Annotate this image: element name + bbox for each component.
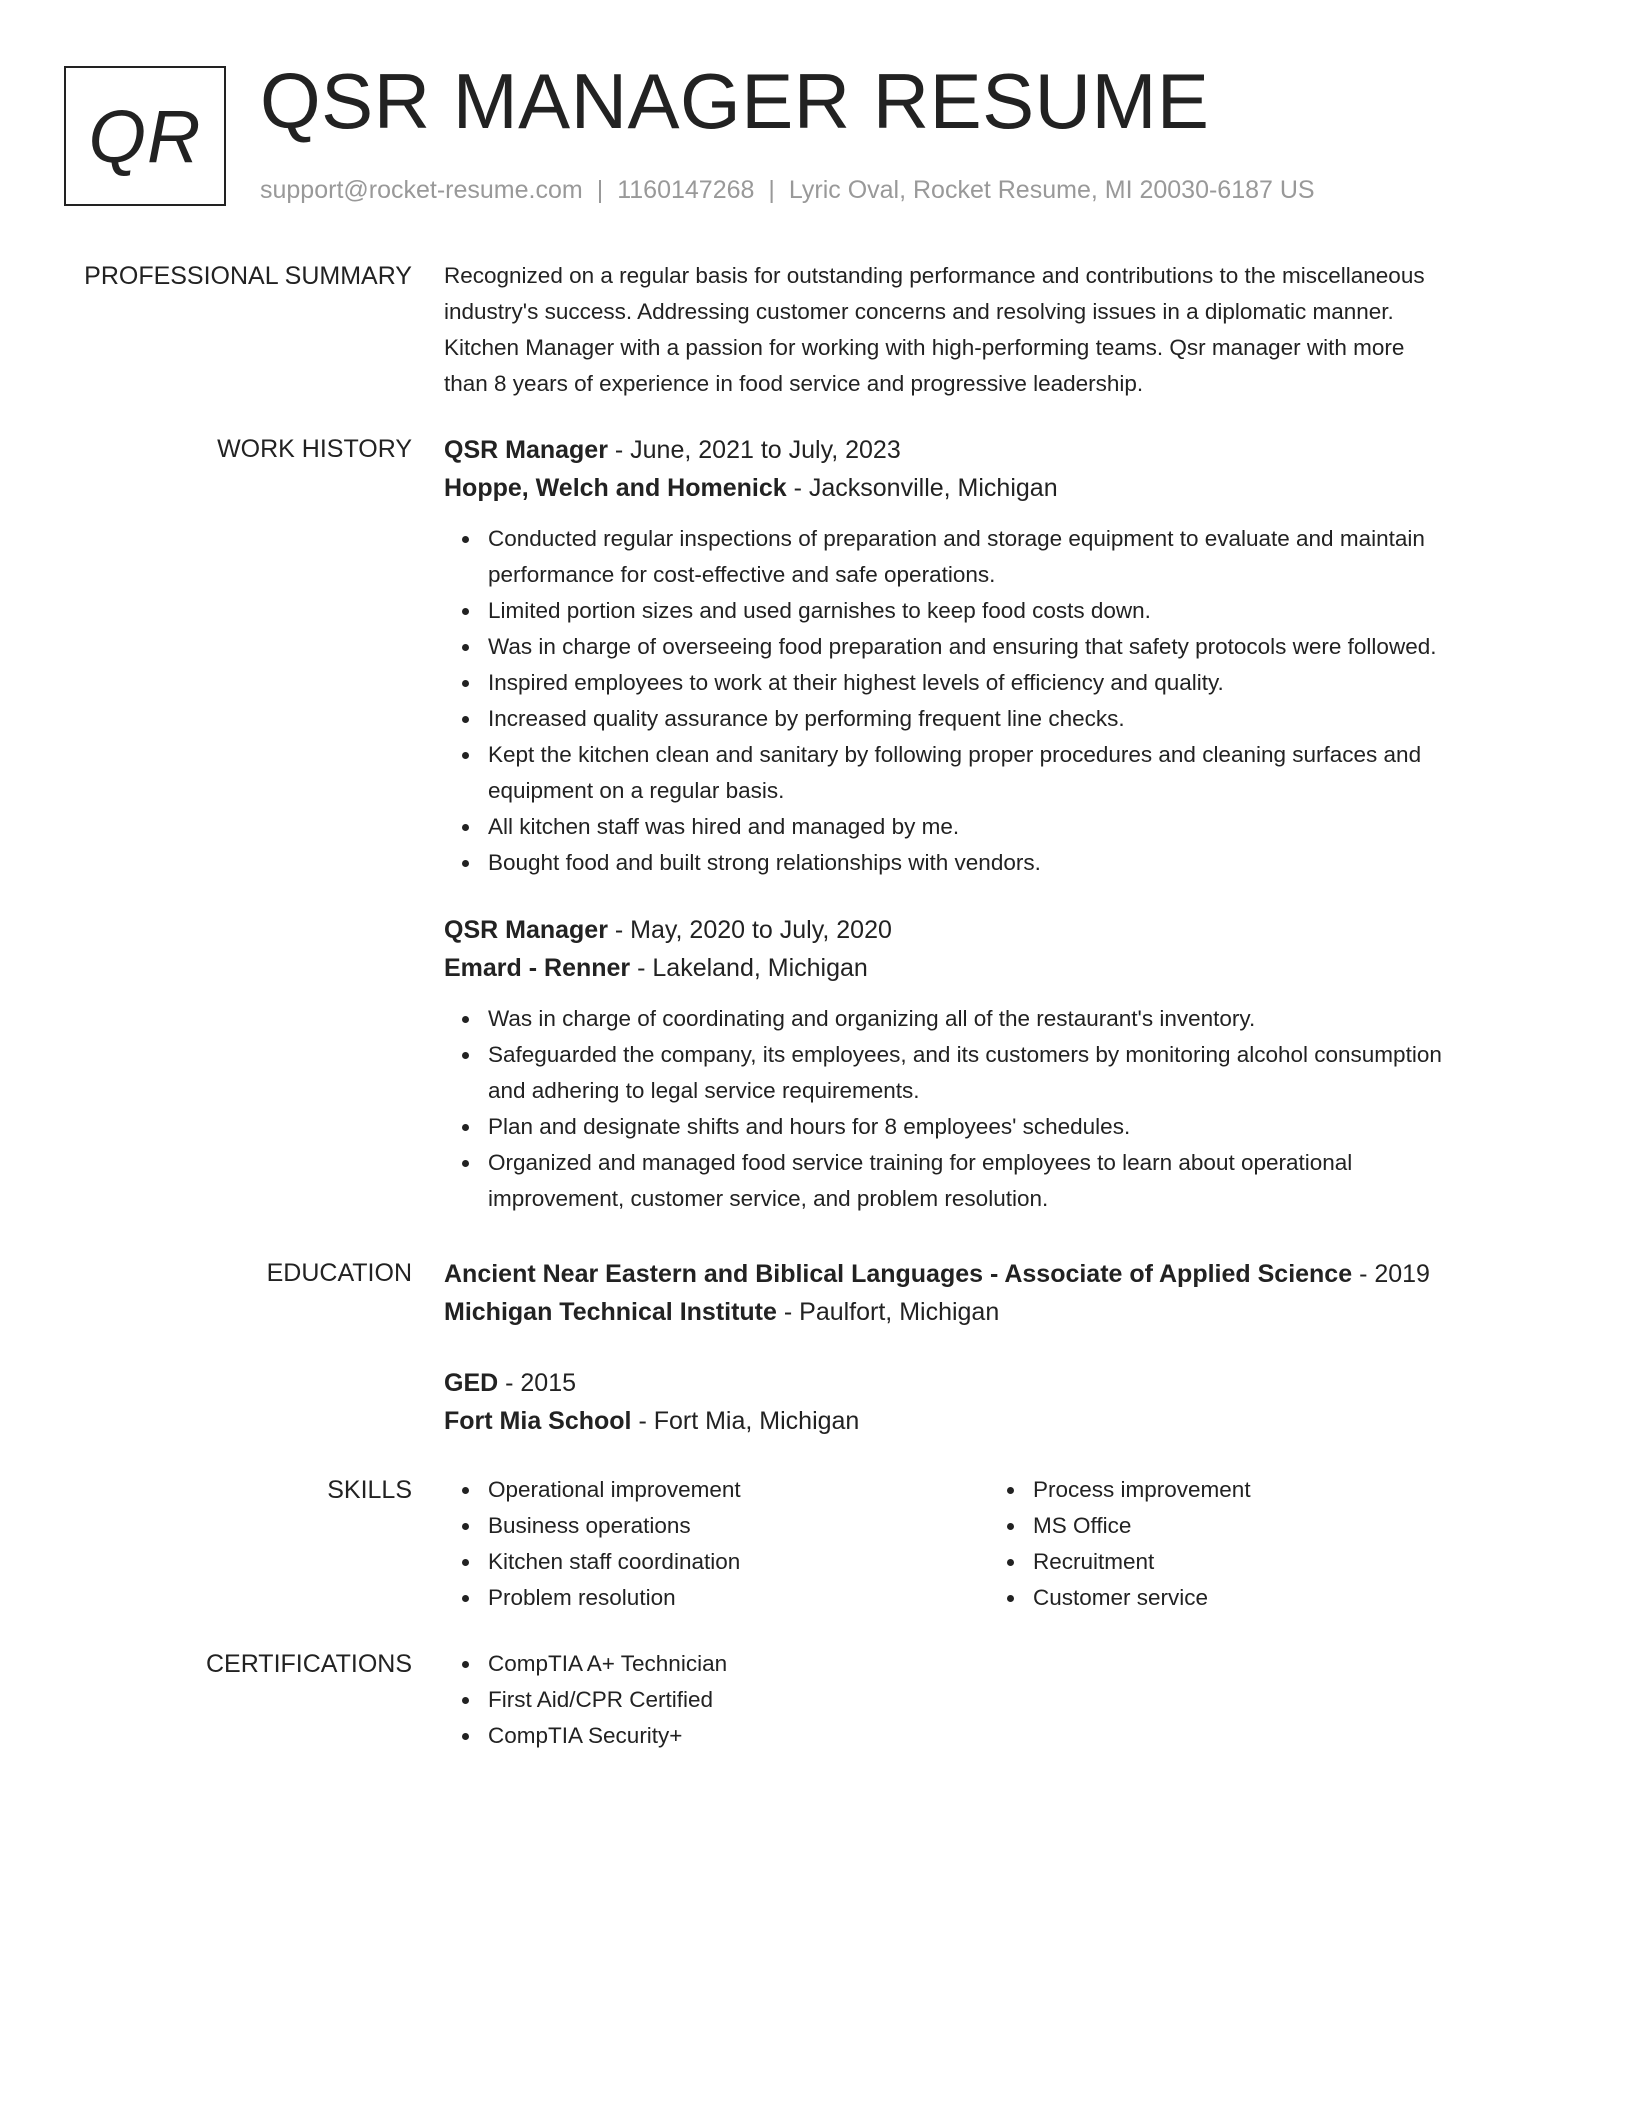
list-item (488, 1145, 1544, 1217)
list-item (488, 665, 1544, 701)
summary-body (444, 258, 1544, 402)
duty-line: Was in charge of coordinating and organizing all of the restaurant's inventory. (488, 1006, 1256, 1031)
section-label-education: EDUCATION (266, 1259, 412, 1287)
list-item: Customer service (1033, 1580, 1251, 1616)
job-title: QSR Manager (444, 436, 608, 464)
duty-line: Organized and managed food service training for employees to learn about operational (488, 1150, 1353, 1175)
list-item (488, 809, 1544, 845)
job-duties-list (444, 1001, 1544, 1217)
contact-phone: 1160147268 (617, 176, 755, 204)
degree-name: Ancient Near Eastern and Biblical Languages - Associate of Applied Science (444, 1260, 1353, 1288)
education-body (444, 1255, 1544, 1440)
duty-line: All kitchen staff was hired and managed by me. (488, 814, 960, 839)
monogram-box (64, 66, 226, 206)
job-location: - Lakeland, Michigan (630, 954, 868, 982)
duty-line: Kept the kitchen clean and sanitary by following proper procedures and cleaning surfaces and (488, 742, 1422, 767)
list-item: Recruitment (1033, 1544, 1251, 1580)
skills-list-right (989, 1472, 1251, 1616)
section-label-certifications: CERTIFICATIONS (205, 1650, 412, 1678)
job-company-line (444, 949, 1544, 987)
contact-address: Lyric Oval, Rocket Resume, MI 20030-6187 US (788, 176, 1315, 204)
resume-title: QSR MANAGER RESUME (260, 57, 1210, 145)
degree-line (444, 1364, 1544, 1402)
education-entry (444, 1255, 1544, 1331)
list-item (488, 701, 1544, 737)
degree-name: GED (444, 1369, 499, 1397)
duty-line: Increased quality assurance by performing frequent line checks. (488, 706, 1125, 731)
certifications-list (444, 1646, 1544, 1754)
list-item: Process improvement (1033, 1472, 1251, 1508)
list-item: CompTIA A+ Technician (488, 1646, 1544, 1682)
job-company: Emard - Renner (444, 954, 631, 982)
job-entry (444, 431, 1544, 881)
job-dates: - May, 2020 to July, 2020 (607, 916, 892, 944)
degree-line (444, 1255, 1544, 1293)
list-item (488, 1001, 1544, 1037)
summary-line: than 8 years of experience in food service and progressive leadership. (444, 371, 1144, 396)
degree-year: - 2015 (498, 1369, 577, 1397)
list-item: Problem resolution (488, 1580, 741, 1616)
work-history-body (444, 431, 1544, 1217)
job-title-line (444, 911, 1544, 949)
summary-line: Kitchen Manager with a passion for working with high-performing teams. Qsr manager with more (444, 335, 1405, 360)
contact-separator: | (596, 176, 604, 204)
duty-line: Conducted regular inspections of preparation and storage equipment to evaluate and maintain (488, 526, 1425, 551)
degree-year: - 2019 (1352, 1260, 1430, 1288)
school-name: Michigan Technical Institute (444, 1298, 777, 1326)
job-title-line (444, 431, 1544, 469)
section-label-summary: PROFESSIONAL SUMMARY (84, 262, 412, 290)
list-item: Operational improvement (488, 1472, 741, 1508)
duty-line: Was in charge of overseeing food preparation and ensuring that safety protocols were followed. (488, 634, 1437, 659)
section-label-work-history: WORK HISTORY (217, 435, 412, 463)
education-entry (444, 1364, 1544, 1440)
job-dates: - June, 2021 to July, 2023 (607, 436, 901, 464)
summary-text (444, 258, 1544, 402)
duty-line: and adhering to legal service requirements. (488, 1078, 920, 1103)
duty-line: Limited portion sizes and used garnishes to keep food costs down. (488, 598, 1151, 623)
summary-line: industry's success. Addressing customer concerns and resolving issues in a diplomatic manner. (444, 299, 1394, 324)
section-label-skills: SKILLS (327, 1476, 412, 1504)
duty-line: Inspired employees to work at their highest levels of efficiency and quality. (488, 670, 1224, 695)
list-item (488, 845, 1544, 881)
list-item (488, 521, 1544, 593)
school-name: Fort Mia School (444, 1407, 632, 1435)
duty-line: improvement, customer service, and problem resolution. (488, 1186, 1049, 1211)
job-title: QSR Manager (444, 916, 608, 944)
list-item: CompTIA Security+ (488, 1718, 1544, 1754)
list-item: First Aid/CPR Certified (488, 1682, 1544, 1718)
list-item: MS Office (1033, 1508, 1251, 1544)
list-item: Kitchen staff coordination (488, 1544, 741, 1580)
job-entry (444, 911, 1544, 1217)
monogram-initials: QR (88, 94, 202, 178)
school-line (444, 1402, 1544, 1440)
school-line (444, 1293, 1544, 1331)
job-company-line (444, 469, 1544, 507)
school-location: - Fort Mia, Michigan (631, 1407, 860, 1435)
duty-line: equipment on a regular basis. (488, 778, 785, 803)
duty-line: Safeguarded the company, its employees, and its customers by monitoring alcohol consumption (488, 1042, 1442, 1067)
list-item (488, 1037, 1544, 1109)
list-item (488, 1109, 1544, 1145)
summary-line: Recognized on a regular basis for outstanding performance and contributions to the miscellaneous (444, 263, 1425, 288)
job-company: Hoppe, Welch and Homenick (444, 474, 787, 502)
list-item (488, 629, 1544, 665)
contact-line (260, 174, 1315, 206)
duty-line: performance for cost-effective and safe operations. (488, 562, 996, 587)
list-item: Business operations (488, 1508, 741, 1544)
job-location: - Jacksonville, Michigan (786, 474, 1058, 502)
list-item (488, 737, 1544, 809)
skills-list-left (444, 1472, 741, 1616)
contact-separator: | (768, 176, 775, 204)
duty-line: Plan and designate shifts and hours for 8 employees' schedules. (488, 1114, 1131, 1139)
school-location: - Paulfort, Michigan (776, 1298, 1000, 1326)
contact-email: support@rocket-resume.com (260, 176, 583, 204)
list-item (488, 593, 1544, 629)
duty-line: Bought food and built strong relationships with vendors. (488, 850, 1041, 875)
certifications-body (444, 1646, 1544, 1754)
job-duties-list (444, 521, 1544, 881)
